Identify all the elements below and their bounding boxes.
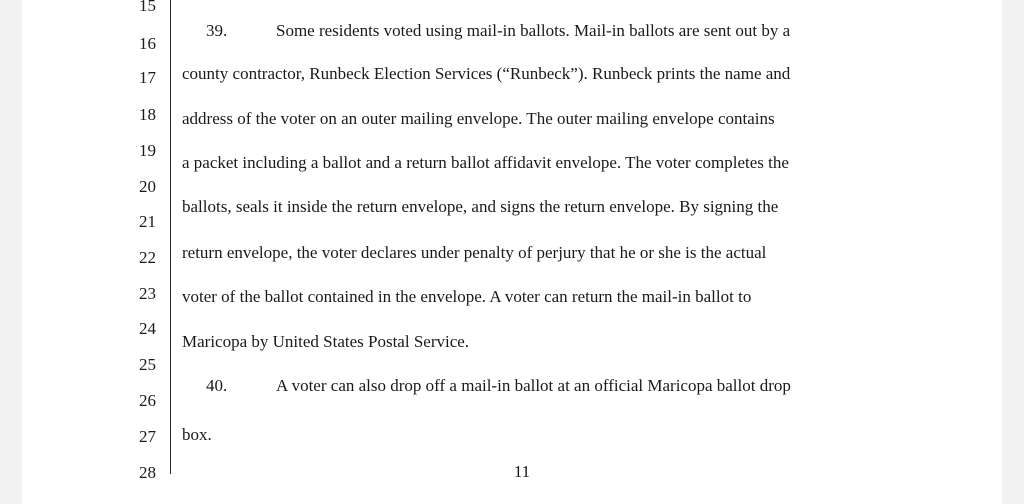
line-number: 28 — [139, 463, 156, 482]
line-number: 26 — [139, 391, 156, 410]
paragraph-40-line: box. — [182, 425, 212, 444]
page-number: 11 — [513, 462, 531, 481]
document-page — [22, 0, 1002, 504]
paragraph-39-line: address of the voter on an outer mailing envelope. The outer mailing envelope contains — [182, 109, 775, 128]
paragraph-39-line: ballots, seals it inside the return envelope, and signs the return envelope. By signing the — [182, 197, 779, 216]
line-number: 15 — [139, 0, 156, 15]
paragraph-number: 39. — [206, 21, 228, 40]
paragraph-39-line: Maricopa by United States Postal Service. — [182, 332, 470, 351]
line-number: 17 — [139, 68, 156, 87]
line-number: 19 — [139, 141, 156, 160]
line-number: 16 — [139, 34, 156, 53]
line-number: 25 — [139, 355, 156, 374]
paragraph-39-line: a packet including a ballot and a return ballot affidavit envelope. The voter completes the — [182, 153, 789, 172]
line-number: 18 — [139, 105, 156, 124]
line-number: 27 — [139, 427, 156, 446]
line-number: 24 — [139, 319, 156, 338]
line-number: 21 — [139, 212, 156, 231]
paragraph-number: 40. — [206, 376, 228, 395]
line-number-rule — [170, 0, 171, 474]
line-number: 22 — [139, 248, 156, 267]
paragraph-39-line: voter of the ballot contained in the envelope. A voter can return the mail-in ballot to — [182, 287, 752, 306]
paragraph-39-line: 39. Some residents voted using mail-in ballots. Mail-in ballots are sent out by a — [206, 21, 791, 40]
paragraph-39-line: return envelope, the voter declares under penalty of perjury that he or she is the actual — [182, 243, 767, 262]
line-number: 20 — [139, 177, 156, 196]
line-number: 23 — [139, 284, 156, 303]
paragraph-40-line: 40. A voter can also drop off a mail-in ballot at an official Maricopa ballot drop — [206, 376, 791, 395]
paragraph-39-line: county contractor, Runbeck Election Services (“Runbeck”). Runbeck prints the name and — [182, 64, 791, 83]
